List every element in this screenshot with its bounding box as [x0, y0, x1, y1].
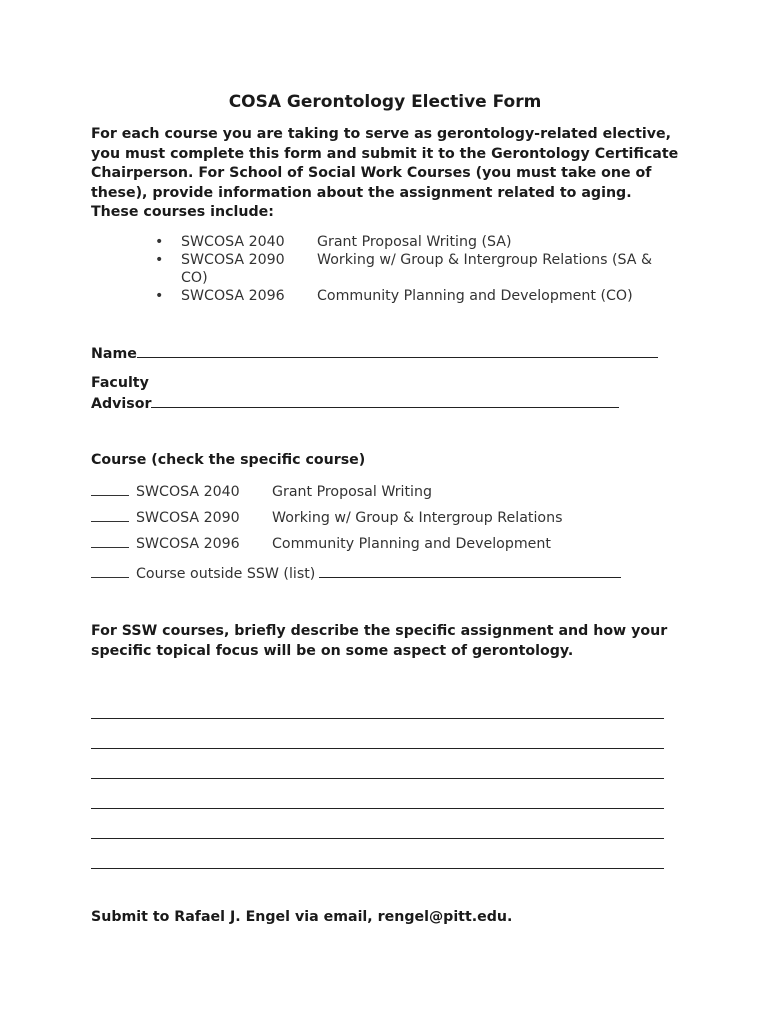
bullet-icon: •	[155, 288, 164, 304]
bullet-item	[155, 287, 695, 305]
course-option	[91, 508, 562, 526]
course-desc: Grant Proposal Writing	[272, 484, 432, 500]
bullet-continuation: CO)	[181, 270, 208, 286]
course-check-blank[interactable]	[91, 564, 129, 578]
course-check-blank[interactable]	[91, 508, 129, 522]
answer-line[interactable]	[91, 748, 664, 749]
course-check-blank[interactable]	[91, 534, 129, 548]
bullet-code: SWCOSA 2040	[181, 234, 285, 250]
course-heading: Course (check the specific course)	[91, 452, 366, 468]
bullet-code: SWCOSA 2096	[181, 288, 285, 304]
bullet-desc: Community Planning and Development (CO)	[317, 288, 633, 304]
course-option-outside	[91, 564, 621, 582]
advisor-label: Advisor	[91, 396, 152, 412]
form-title: COSA Gerontology Elective Form	[228, 92, 542, 112]
submit-instructions: Submit to Rafael J. Engel via email, rengel@pitt.edu.	[91, 909, 513, 925]
bullet-item-continuation	[155, 269, 695, 287]
advisor-input-line[interactable]	[151, 393, 619, 408]
course-option	[91, 534, 551, 552]
course-desc: Working w/ Group & Intergroup Relations	[272, 510, 563, 526]
bullet-item	[155, 251, 695, 269]
name-label: Name	[91, 346, 137, 362]
outside-course-label: Course outside SSW (list)	[136, 566, 316, 582]
answer-line[interactable]	[91, 778, 664, 779]
name-input-line[interactable]	[137, 343, 658, 358]
intro-paragraph: For each course you are taking to serve as gerontology-related elective, you must complete this form and submit it to the Gerontology Certificate Chairperson. For School of Social Work Courses (you must take one of these), provide information about the assignment related to aging. These courses include:	[91, 126, 679, 220]
answer-line[interactable]	[91, 718, 664, 719]
outside-course-input-line[interactable]	[319, 564, 621, 578]
bullet-desc: Grant Proposal Writing (SA)	[317, 234, 512, 250]
course-option	[91, 482, 432, 500]
course-code: SWCOSA 2040	[136, 484, 240, 500]
answer-line[interactable]	[91, 868, 664, 869]
answer-line[interactable]	[91, 838, 664, 839]
answer-line[interactable]	[91, 808, 664, 809]
course-bullet-list	[155, 233, 695, 305]
bullet-icon: •	[155, 252, 164, 268]
name-field-row	[91, 343, 658, 362]
ssw-question: For SSW courses, briefly describe the specific assignment and how your specific topical focus will be on some aspect of gerontology.	[91, 623, 668, 659]
bullet-item	[155, 233, 695, 251]
course-check-blank[interactable]	[91, 482, 129, 496]
faculty-label: Faculty	[91, 375, 149, 391]
course-code: SWCOSA 2096	[136, 536, 240, 552]
bullet-code: SWCOSA 2090	[181, 252, 285, 268]
faculty-advisor-field	[91, 373, 619, 414]
course-code: SWCOSA 2090	[136, 510, 240, 526]
bullet-icon: •	[155, 234, 164, 250]
course-desc: Community Planning and Development	[272, 536, 551, 552]
bullet-desc: Working w/ Group & Intergroup Relations (SA &	[317, 252, 653, 268]
